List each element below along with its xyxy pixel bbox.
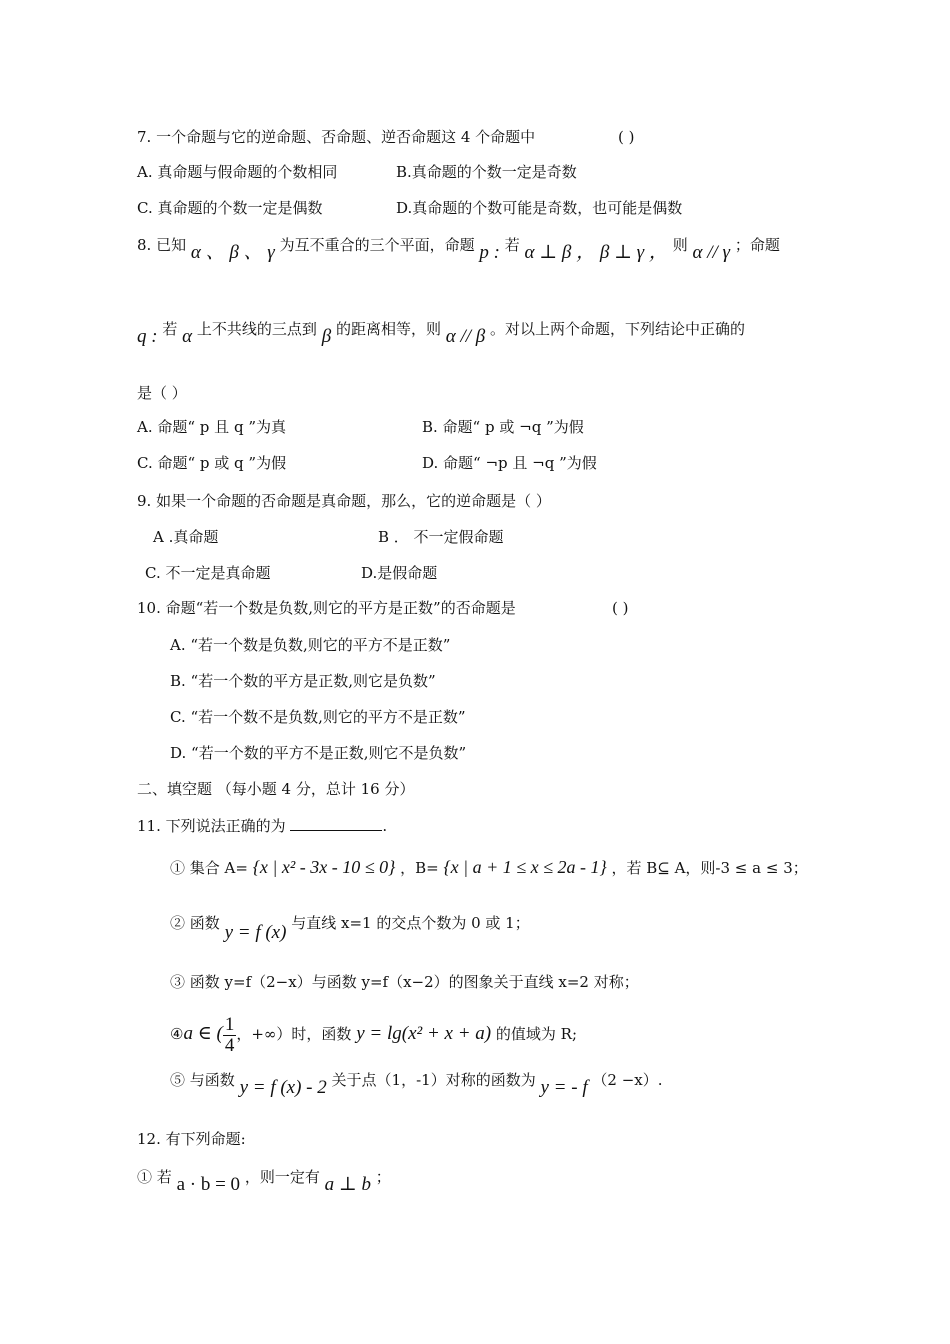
q11-item4-post: 的值域为 R;: [495, 1025, 578, 1043]
q12-item1-end: ；: [375, 1168, 391, 1186]
q11-answer-blank[interactable]: [290, 814, 382, 831]
fraction-denominator: 4: [224, 1034, 235, 1056]
q11-set-a: {x | x² - 3x - 10 ≤ 0}: [252, 857, 396, 877]
q11-item1-post: ，若 B⊆ A，则-3 ≤ a ≤ 3；: [611, 859, 808, 877]
q11-item1-prefix: ① 集合 A=: [170, 859, 248, 877]
q7-option-d: D.真命题的个数可能是奇数，也可能是偶数: [396, 199, 683, 217]
q8-planes: α 、 β 、 γ: [190, 242, 275, 263]
q12-item1-expr: a · b = 0: [176, 1174, 241, 1195]
q11-item-4: [170, 1014, 577, 1056]
q11-item-2: [170, 912, 530, 943]
q8-q-mid: 上不共线的三点到: [196, 320, 317, 338]
q8-option-a: A. 命题“ p 且 q ”为真: [137, 418, 286, 436]
q8-option-d: D. 命题“ ¬p 且 ¬q ”为假: [422, 454, 597, 472]
q11-item5-prefix: ⑤ 与函数: [170, 1071, 235, 1089]
q11-item4-fraction: [223, 1015, 237, 1056]
q11-stem-line: [137, 814, 387, 837]
q8-p-label: p :: [479, 242, 500, 263]
q8-q-if: 若: [162, 320, 178, 338]
q10-option-b: B. “若一个数的平方是正数,则它是负数”: [170, 672, 436, 690]
q8-stem-prefix: 8. 已知: [137, 236, 187, 254]
q11-item5-mid: 关于点（1，-1）对称的函数为: [331, 1071, 536, 1089]
q9-option-a: A .真命题: [153, 528, 219, 546]
section-heading: 二、填空题 （每小题 4 分，总计 16 分）: [137, 780, 415, 798]
q10-answer-paren: ( ): [612, 599, 629, 617]
q11-set-b: {x | a + 1 ≤ x ≤ 2a - 1}: [443, 857, 607, 877]
q8-stem-mid: 为互不重合的三个平面，命题: [279, 236, 475, 254]
q10-stem: 10. 命题“若一个数是负数,则它的平方是正数”的否命题是: [137, 599, 516, 617]
q9-option-d: D.是假命题: [361, 564, 438, 582]
q7-answer-paren: ( ): [618, 128, 635, 146]
q7-stem: 7. 一个命题与它的逆命题、否命题、逆否命题这 4 个命题中: [137, 128, 536, 146]
q12-stem: 12. 有下列命题:: [137, 1130, 246, 1148]
q11-item4-prefix: ④: [170, 1025, 184, 1043]
q7-option-c: C. 真命题的个数一定是偶数: [137, 199, 323, 217]
q9-option-b: B ． 不一定假命题: [378, 528, 504, 546]
q12-item1-prefix: ① 若: [137, 1168, 172, 1186]
q11-stem: 11. 下列说法正确的为: [137, 817, 286, 835]
q7-option-b: B.真命题的个数一定是奇数: [396, 163, 577, 181]
q8-p-condition: α ⊥ β ， β ⊥ γ ，: [524, 242, 668, 263]
q11-item5-expr2: y = - f: [540, 1077, 588, 1098]
q10-option-a: A. “若一个数是负数,则它的平方不是正数”: [170, 636, 451, 654]
q7-option-a: A. 真命题与假命题的个数相同: [137, 163, 338, 181]
q8-p-result: α // γ: [692, 242, 731, 263]
q8-p-then: 则: [672, 236, 688, 254]
q8-q-mid2: 的距离相等，则: [335, 320, 441, 338]
q12-item1-expr2: a ⊥ b: [324, 1174, 371, 1195]
q11-item4-expr: y = lg(x² + x + a): [356, 1023, 492, 1044]
q11-stem-end: .: [382, 817, 388, 835]
q11-item-3: ③ 函数 y=f（2−x）与函数 y=f（x−2）的图象关于直线 x=2 对称；: [170, 973, 639, 991]
q8-q-end: 。对以上两个命题，下列结论中正确的: [490, 320, 746, 338]
q11-item2-expr: y = f (x): [224, 922, 287, 943]
q9-option-c: C. 不一定是真命题: [145, 564, 271, 582]
q8-p-if: 若: [504, 236, 520, 254]
q11-item5-post: （2 −x）.: [592, 1071, 663, 1089]
q8-stem-line1: [137, 234, 780, 263]
q8-option-b: B. 命题“ p 或 ¬q ”为假: [422, 418, 584, 436]
q12-item-1: [137, 1166, 391, 1195]
q11-item5-expr: y = f (x) - 2: [239, 1077, 327, 1098]
q8-q-result: α // β: [445, 326, 486, 347]
q8-option-c: C. 命题“ p 或 q ”为假: [137, 454, 287, 472]
q10-option-c: C. “若一个数不是负数,则它的平方不是正数”: [170, 708, 466, 726]
q11-item4-mid: ，+∞）时，函数: [236, 1025, 352, 1043]
q8-q-beta: β: [321, 326, 332, 347]
q11-item-1: [170, 856, 808, 879]
fraction-numerator: 1: [224, 1013, 235, 1035]
q8-stem-line2: [137, 318, 746, 347]
q8-p-end: ；命题: [734, 236, 780, 254]
q11-item-5: [170, 1069, 663, 1098]
q11-item4-a: a ∈ (: [183, 1023, 223, 1044]
q9-stem: 9. 如果一个命题的否命题是真命题，那么，它的逆命题是（ ）: [137, 492, 551, 510]
q11-item2-post: 与直线 x=1 的交点个数为 0 或 1；: [291, 914, 530, 932]
q11-item2-prefix: ② 函数: [170, 914, 220, 932]
q8-q-alpha: α: [182, 326, 193, 347]
q10-option-d: D. “若一个数的平方不是正数,则它不是负数”: [170, 744, 467, 762]
q8-q-label: q :: [137, 326, 158, 347]
q8-stem-line3: 是（ ）: [137, 384, 187, 402]
q12-item1-mid: ，则一定有: [244, 1168, 320, 1186]
q11-item1-comma: ，B=: [400, 859, 439, 877]
